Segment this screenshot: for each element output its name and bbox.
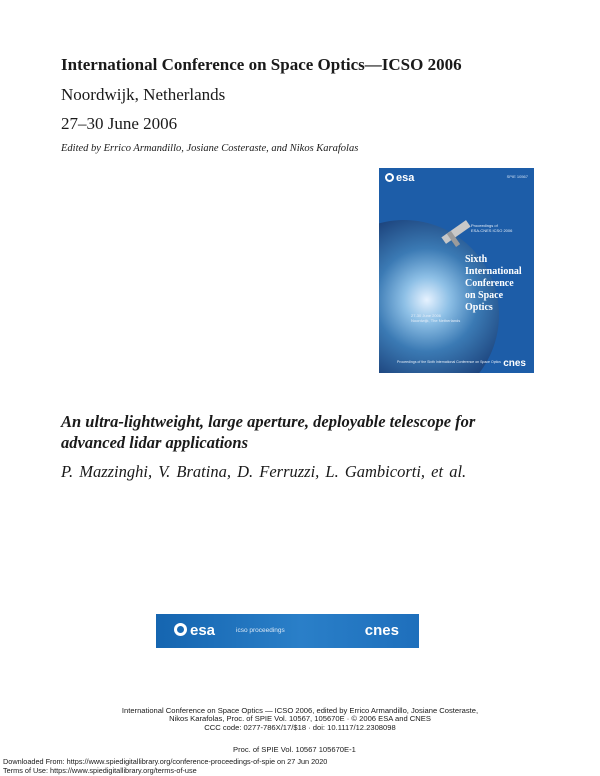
cover-footer: Proceedings of the Sixth International Conference on Space Optics <box>397 360 501 364</box>
proceedings-cover-image <box>379 168 534 373</box>
citation-line-2: Nikos Karafolas, Proc. of SPIE Vol. 10567, 105670E · © 2006 ESA and CNES <box>169 714 431 723</box>
citation-line-1: International Conference on Space Optics — ICSO 2006, edited by Errico Armandillo, Josiane Costeraste, <box>121 706 479 715</box>
cover-subtitle: 27-30 June 2006 Noordwijk, The Netherlands <box>411 313 461 323</box>
page-reference: Proc. of SPIE Vol. 10567 105670E-1 <box>233 745 356 754</box>
paper-authors: P. Mazzinghi, V. Bratina, D. Ferruzzi, L. Gambicorti, et al. <box>61 462 467 481</box>
terms-of-use-link[interactable]: Terms of Use: https://www.spiedigitallibrary.org/terms-of-use <box>3 766 197 775</box>
conference-dates: 27–30 June 2006 <box>61 114 178 133</box>
cover-title: Sixth International Conference on Space Optics <box>465 254 522 313</box>
banner-cnes-logo: cnes <box>364 622 399 639</box>
conference-title: International Conference on Space Optics—ICSO 2006 <box>61 55 462 74</box>
icso-proceedings-banner <box>156 614 419 648</box>
citation-line-3: CCC code: 0277-786X/17/$18 · doi: 10.1117/12.2308098 <box>204 723 396 732</box>
conference-editors: Edited by Errico Armandillo, Josiane Costeraste, and Nikos Karafolas <box>61 143 359 154</box>
banner-label: icso proceedings <box>236 627 285 634</box>
paper-title: An ultra-lightweight, large aperture, deployable telescope for advanced lidar applications <box>61 412 476 452</box>
conference-location: Noordwijk, Netherlands <box>61 85 226 104</box>
cover-esa-logo: esa <box>385 172 414 184</box>
cover-top-code: SPIE 10567 <box>506 174 528 179</box>
cover-cnes-logo: cnes <box>503 358 526 369</box>
download-notice[interactable]: Downloaded From: https://www.spiedigitallibrary.org/conference-proceedings-of-spie on 27 Jun 2020 <box>3 757 328 766</box>
banner-esa-logo: esa <box>174 622 215 639</box>
cover-small-lines: Proceedings of ESA-CNES ICSO 2006 <box>471 223 513 233</box>
